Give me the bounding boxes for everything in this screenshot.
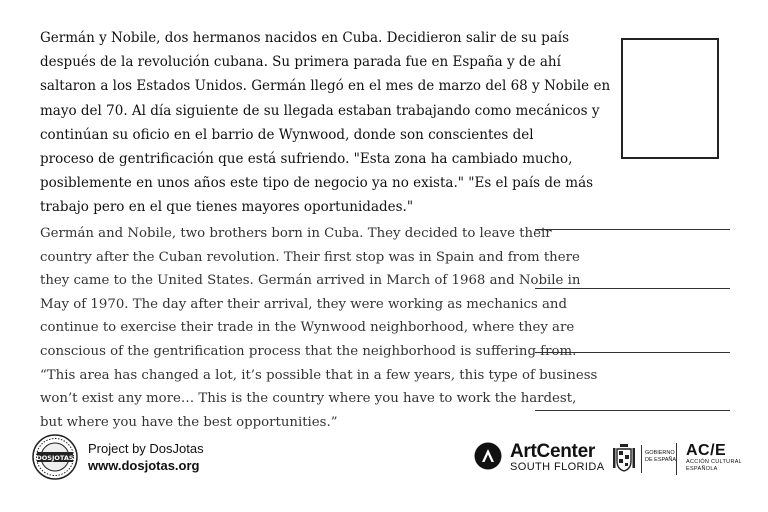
- english-line: continue to exercise their trade in the Wynwood neighborhood, where they are: [40, 320, 575, 336]
- spanish-line: trabajo pero en el que tienes mayores oportunidades.": [40, 199, 414, 216]
- ace-subtitle: ACCIÓN CULTURAL: [686, 459, 743, 465]
- spanish-paragraph: [40, 26, 611, 220]
- english-line: but where you have the best opportunities.”: [40, 414, 338, 430]
- artcenter-subtitle: SOUTH FLORIDA: [510, 461, 605, 473]
- english-line: May of 1970. The day after their arrival, they were working as mechanics and: [40, 296, 568, 312]
- address-line: [535, 352, 730, 353]
- artcenter-name: ArtCenter: [510, 441, 595, 462]
- ace-title: AC/E: [686, 442, 727, 459]
- english-line: they came to the United States. Germán arrived in March of 1968 and Nobile in: [40, 273, 581, 289]
- english-paragraph: [40, 222, 598, 434]
- seal-text: DOSJOTAS: [36, 454, 74, 462]
- project-credit: [88, 440, 204, 474]
- website-link[interactable]: www.dosjotas.org: [88, 458, 200, 473]
- gobierno-line: DE ESPAÑA: [645, 457, 677, 463]
- spanish-line: posiblemente en unos años este tipo de negocio ya no exista." "Es el país de más: [40, 175, 594, 192]
- project-label: Project by DosJotas: [88, 441, 204, 456]
- coat-of-arms-icon: [611, 441, 637, 475]
- stamp-box: [621, 38, 719, 159]
- spanish-line: proceso de gentrificación que está sufriendo. "Esta zona ha cambiado mucho,: [40, 151, 573, 168]
- spanish-line: saltaron a los Estados Unidos. Germán llegó en el mes de marzo del 68 y Nobile en: [40, 78, 611, 95]
- english-line: conscious of the gentrification process that the neighborhood is suffering from.: [40, 343, 577, 359]
- english-line: “This area has changed a lot, it’s possible that in a few years, this type of business: [40, 367, 598, 383]
- english-line: country after the Cuban revolution. Their first stop was in Spain and from there: [40, 249, 580, 265]
- spanish-line: continúan su oficio en el barrio de Wynwood, donde son conscientes del: [40, 126, 534, 143]
- spanish-line: mayo del 70. Al día siguiente de su llegada estaban trabajando como mecánicos y: [40, 102, 600, 119]
- logo-separator: [676, 443, 677, 475]
- dosjotas-seal-icon: [32, 434, 78, 480]
- ace-subtitle: ESPAÑOLA: [686, 466, 718, 472]
- address-line: [535, 288, 730, 289]
- ace-logo: [686, 442, 742, 473]
- gobierno-text: [645, 450, 676, 464]
- spanish-line: después de la revolución cubana. Su primera parada fue en España y de ahí: [40, 54, 561, 71]
- artcenter-mark-icon: [474, 442, 502, 470]
- english-line: won’t exist any more… This is the country where you have to work the hardest,: [40, 391, 577, 407]
- spanish-line: Germán y Nobile, dos hermanos nacidos en Cuba. Decidieron salir de su país: [40, 30, 570, 46]
- address-line: [535, 229, 730, 230]
- english-line: Germán and Nobile, two brothers born in Cuba. They decided to leave their: [40, 226, 552, 241]
- address-line: [535, 410, 730, 411]
- gobierno-divider: [641, 445, 642, 473]
- gobierno-line: GOBIERNO: [645, 450, 675, 456]
